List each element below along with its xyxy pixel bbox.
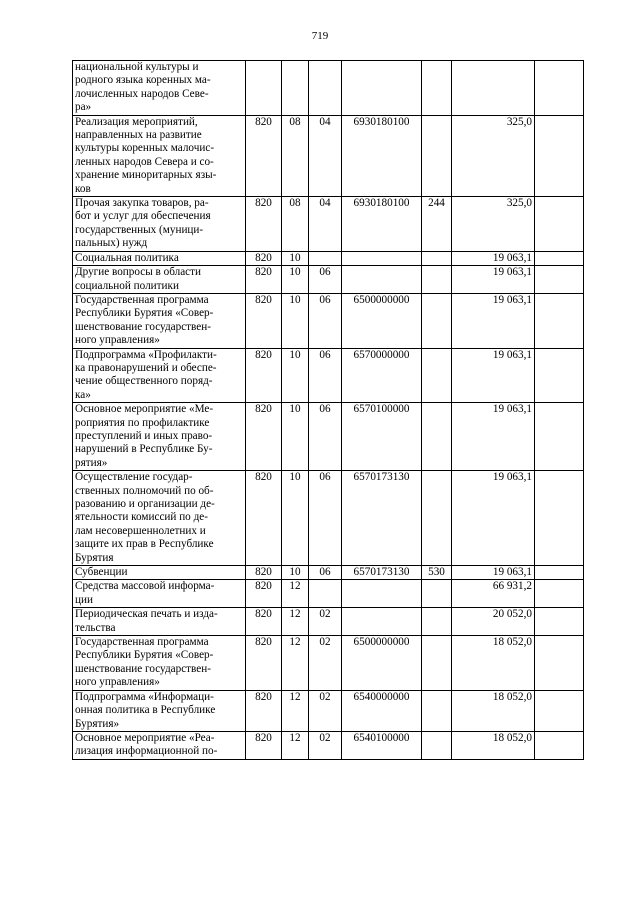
cell-vr [422,293,452,348]
cell-pr: 06 [309,566,342,580]
row-name-line: ра» [75,101,92,114]
row-name-line: Бурятия [75,551,114,564]
cell-ved: 820 [246,690,282,731]
cell-sum: 18 052,0 [452,690,535,731]
cell-rz: 10 [282,403,309,471]
row-name-line: ленных народов Севера и со- [75,155,214,168]
row-name [73,471,246,566]
cell-empty [535,636,584,691]
cell-sum: 19 063,1 [452,566,535,580]
row-name-line: государственных (муници- [75,223,204,236]
row-name-line: шенствование государствен- [75,662,211,675]
row-name-line: лам несовершеннолетних и [75,524,206,537]
row-name-line: лизация информационной по- [75,745,218,758]
row-name-line: Республики Бурятия «Совер- [75,649,214,662]
row-name-line: роприятия по профилактике [75,416,210,429]
row-name-line: ка правонарушений и обеспе- [75,361,217,374]
row-name-line: ного управления» [75,676,160,689]
row-name-line: преступлений и иных право- [75,429,213,442]
cell-csr: 6570100000 [342,403,422,471]
table-row [73,471,584,566]
cell-sum: 325,0 [452,115,535,196]
row-name-line: Основное мероприятие «Ме- [75,403,214,416]
cell-empty [535,266,584,294]
row-name [73,266,246,294]
cell-vr [422,403,452,471]
cell-ved: 820 [246,580,282,608]
row-name-line: защите их прав в Республике [75,538,214,551]
row-name [73,731,246,759]
cell-ved: 820 [246,266,282,294]
row-name-line: Подпрограмма «Информаци- [75,690,214,703]
cell-rz: 08 [282,115,309,196]
cell-rz: 12 [282,731,309,759]
cell-ved: 820 [246,197,282,252]
row-name-line: Государственная программа [75,636,209,649]
cell-ved: 820 [246,608,282,636]
row-name-line: тельства [75,621,116,634]
row-name-line: шенствование государствен- [75,320,211,333]
row-name [73,636,246,691]
cell-sum: 18 052,0 [452,731,535,759]
cell-sum: 19 063,1 [452,403,535,471]
row-name-line: нарушений в Республике Бу- [75,443,213,456]
cell-ved: 820 [246,403,282,471]
row-name [73,293,246,348]
row-name [73,608,246,636]
row-name-line: Реализация мероприятий, [75,115,198,128]
cell-rz: 10 [282,293,309,348]
row-name [73,690,246,731]
cell-csr [342,266,422,294]
cell-rz: 12 [282,580,309,608]
cell-ved: 820 [246,566,282,580]
cell-empty [535,566,584,580]
row-name-line: рятия» [75,456,108,469]
cell-vr: 530 [422,566,452,580]
cell-empty [535,690,584,731]
cell-empty [535,61,584,116]
row-name-line: Государственная программа [75,293,209,306]
row-name-line: хранение миноритарных язы- [75,169,217,182]
row-name-line: чение общественного поряд- [75,375,213,388]
table-row [73,566,584,580]
cell-empty [535,403,584,471]
cell-rz: 10 [282,348,309,403]
cell-ved: 820 [246,115,282,196]
cell-vr [422,266,452,294]
row-name [73,61,246,116]
cell-csr: 6500000000 [342,636,422,691]
row-name-line: ка» [75,388,91,401]
row-name-line: Подпрограмма «Профилакти- [75,348,217,361]
cell-pr: 04 [309,115,342,196]
row-name-line: Субвенции [75,566,128,579]
cell-rz: 12 [282,636,309,691]
cell-csr [342,251,422,265]
table-row [73,348,584,403]
cell-rz: 10 [282,566,309,580]
cell-csr: 6570173130 [342,566,422,580]
cell-vr: 244 [422,197,452,252]
table-row [73,251,584,265]
row-name-line: ции [75,593,93,606]
cell-pr: 04 [309,197,342,252]
row-name-line: Периодическая печать и изда- [75,608,218,621]
cell-rz: 08 [282,197,309,252]
row-name-line: направленных на развитие [75,129,202,142]
row-name [73,115,246,196]
cell-ved: 820 [246,731,282,759]
row-name-line: лочисленных народов Севе- [75,87,209,100]
table-row [73,197,584,252]
cell-csr: 6540000000 [342,690,422,731]
cell-sum: 20 052,0 [452,608,535,636]
cell-vr [422,251,452,265]
cell-empty [535,608,584,636]
row-name-line: национальной культуры и [75,61,199,73]
table-row [73,293,584,348]
cell-empty [535,471,584,566]
table-row [73,580,584,608]
cell-ved: 820 [246,636,282,691]
row-name-line: Средства массовой информа- [75,580,215,593]
cell-pr: 06 [309,348,342,403]
cell-vr [422,61,452,116]
cell-csr [342,608,422,636]
row-name-line: Республики Бурятия «Совер- [75,307,214,320]
cell-empty [535,251,584,265]
table-row [73,115,584,196]
cell-sum [452,61,535,116]
row-name-line: Бурятия» [75,717,120,730]
cell-pr: 06 [309,471,342,566]
cell-vr [422,580,452,608]
row-name-line: разованию и организации де- [75,498,215,510]
row-name-line: культуры коренных малочис- [75,142,215,155]
table-row [73,636,584,691]
cell-pr [309,61,342,116]
cell-ved: 820 [246,348,282,403]
row-name-line: пальных) нужд [75,237,148,250]
cell-csr: 6540100000 [342,731,422,759]
cell-csr: 6930180100 [342,197,422,252]
cell-empty [535,197,584,252]
cell-empty [535,293,584,348]
cell-ved: 820 [246,471,282,566]
cell-pr: 02 [309,608,342,636]
cell-empty [535,580,584,608]
row-name-line: ственных полномочий по об- [75,484,214,497]
table-row [73,731,584,759]
cell-vr [422,348,452,403]
cell-sum: 19 063,1 [452,471,535,566]
cell-empty [535,115,584,196]
row-name-line: Основное мероприятие «Реа- [75,731,215,744]
cell-rz: 12 [282,608,309,636]
cell-pr: 02 [309,731,342,759]
cell-pr: 06 [309,266,342,294]
row-name-line: Другие вопросы в области [75,266,202,279]
cell-rz: 12 [282,690,309,731]
table-row [73,690,584,731]
cell-vr [422,690,452,731]
cell-pr: 02 [309,690,342,731]
row-name [73,580,246,608]
cell-sum: 19 063,1 [452,293,535,348]
cell-rz: 10 [282,471,309,566]
cell-ved: 820 [246,293,282,348]
row-name-line: ков [75,182,91,195]
cell-pr: 06 [309,403,342,471]
row-name-line: бот и услуг для обеспечения [75,210,211,223]
table-row [73,61,584,116]
cell-sum: 66 931,2 [452,580,535,608]
cell-empty [535,348,584,403]
row-name [73,566,246,580]
cell-vr [422,115,452,196]
cell-rz: 10 [282,266,309,294]
row-name-line: социальной политики [75,279,179,292]
cell-rz: 10 [282,251,309,265]
row-name-line: Осуществление государ- [75,471,193,484]
row-name [73,348,246,403]
table-row [73,403,584,471]
cell-pr: 02 [309,636,342,691]
row-name-line: Прочая закупка товаров, ра- [75,197,209,210]
budget-table [72,60,584,760]
cell-pr [309,580,342,608]
row-name-line: ного управления» [75,334,160,347]
page-number: 719 [311,30,329,42]
cell-csr: 6500000000 [342,293,422,348]
row-name-line: Социальная политика [75,251,179,264]
cell-vr [422,636,452,691]
cell-sum: 19 063,1 [452,266,535,294]
row-name [73,403,246,471]
cell-sum: 19 063,1 [452,348,535,403]
cell-csr [342,580,422,608]
cell-vr [422,731,452,759]
cell-sum: 18 052,0 [452,636,535,691]
cell-rz [282,61,309,116]
cell-ved: 820 [246,251,282,265]
table-row [73,266,584,294]
cell-empty [535,731,584,759]
cell-csr: 6570000000 [342,348,422,403]
cell-vr [422,608,452,636]
cell-vr [422,471,452,566]
row-name-line: ятельности комиссий по де- [75,511,208,524]
cell-ved [246,61,282,116]
cell-csr: 6570173130 [342,471,422,566]
cell-pr [309,251,342,265]
cell-csr [342,61,422,116]
cell-csr: 6930180100 [342,115,422,196]
table-body [73,61,584,760]
cell-sum: 325,0 [452,197,535,252]
table-row [73,608,584,636]
row-name [73,197,246,252]
row-name-line: онная политика в Республике [75,704,216,717]
row-name [73,251,246,265]
cell-pr: 06 [309,293,342,348]
row-name-line: родного языка коренных ма- [75,74,211,87]
cell-sum: 19 063,1 [452,251,535,265]
